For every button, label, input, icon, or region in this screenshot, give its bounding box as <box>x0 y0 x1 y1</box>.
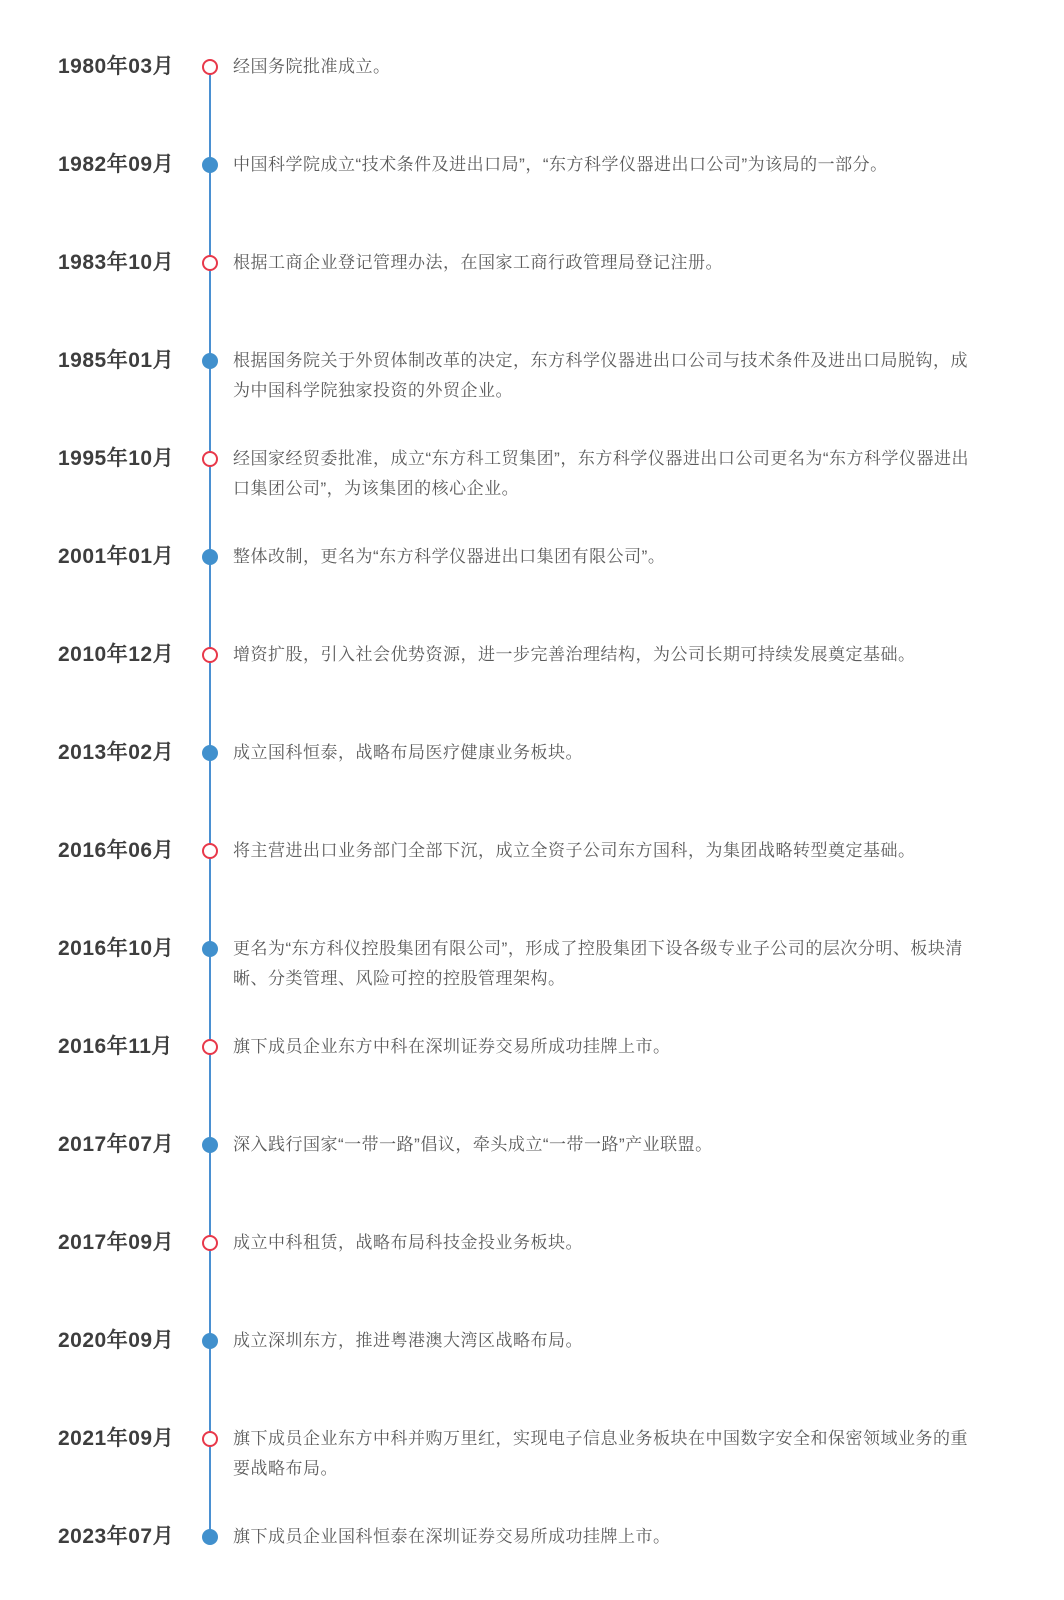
timeline-event-text: 成立深圳东方，推进粤港澳大湾区战略布局。 <box>233 1331 583 1350</box>
timeline-event-text: 增资扩股，引入社会优势资源，进一步完善治理结构，为公司长期可持续发展奠定基础。 <box>233 645 916 664</box>
timeline-marker-hollow-icon <box>202 255 218 271</box>
timeline-date-label: 1983年10月 <box>58 251 175 274</box>
timeline-marker-hollow-icon <box>202 1235 218 1251</box>
timeline-date-label: 2016年11月 <box>58 1035 173 1058</box>
timeline-event-text: 旗下成员企业国科恒泰在深圳证券交易所成功挂牌上市。 <box>233 1527 671 1546</box>
timeline-marker-solid-icon <box>202 353 218 369</box>
timeline-marker-solid-icon <box>202 549 218 565</box>
timeline-date-label: 2010年12月 <box>58 643 175 666</box>
timeline-event-text: 中国科学院成立“技术条件及进出口局”，“东方科学仪器进出口公司”为该局的一部分。 <box>233 155 888 174</box>
timeline-marker-hollow-icon <box>202 843 218 859</box>
timeline-event-text: 根据国务院关于外贸体制改革的决定，东方科学仪器进出口公司与技术条件及进出口局脱钩，成为中国科学院独家投资的外贸企业。 <box>233 351 968 400</box>
timeline-event-text: 整体改制，更名为“东方科学仪器进出口集团有限公司”。 <box>233 547 666 566</box>
timeline-date-label: 1995年10月 <box>58 447 175 470</box>
timeline-marker-solid-icon <box>202 745 218 761</box>
timeline-marker-hollow-icon <box>202 647 218 663</box>
timeline-event-text: 成立国科恒泰，战略布局医疗健康业务板块。 <box>233 743 583 762</box>
timeline-date-label: 2017年07月 <box>58 1133 175 1156</box>
timeline-event-text: 旗下成员企业东方中科并购万里红，实现电子信息业务板块在中国数字安全和保密领域业务的重要战略布局。 <box>233 1429 968 1478</box>
timeline-event-text: 经国务院批准成立。 <box>233 57 391 76</box>
timeline-date-label: 2016年06月 <box>58 839 175 862</box>
timeline-date-label: 2013年02月 <box>58 741 175 764</box>
timeline-event-text: 深入践行国家“一带一路”倡议，牵头成立“一带一路”产业联盟。 <box>233 1135 713 1154</box>
timeline-marker-solid-icon <box>202 941 218 957</box>
timeline-date-label: 2021年09月 <box>58 1427 175 1450</box>
timeline-marker-solid-icon <box>202 157 218 173</box>
timeline-marker-hollow-icon <box>202 451 218 467</box>
timeline-date-label: 2017年09月 <box>58 1231 175 1254</box>
timeline-date-label: 1982年09月 <box>58 153 175 176</box>
timeline-date-label: 2020年09月 <box>58 1329 175 1352</box>
timeline-axis-line <box>209 67 211 1537</box>
timeline-date-label: 1985年01月 <box>58 349 175 372</box>
timeline-event-text: 旗下成员企业东方中科在深圳证券交易所成功挂牌上市。 <box>233 1037 671 1056</box>
timeline-date-label: 2023年07月 <box>58 1525 175 1548</box>
timeline-marker-hollow-icon <box>202 1039 218 1055</box>
timeline-marker-hollow-icon <box>202 59 218 75</box>
timeline-date-label: 2016年10月 <box>58 937 175 960</box>
timeline-event-text: 成立中科租赁，战略布局科技金投业务板块。 <box>233 1233 583 1252</box>
timeline-event-text: 将主营进出口业务部门全部下沉，成立全资子公司东方国科，为集团战略转型奠定基础。 <box>233 841 916 860</box>
timeline-marker-solid-icon <box>202 1333 218 1349</box>
timeline-date-label: 1980年03月 <box>58 55 175 78</box>
timeline-event-text: 经国家经贸委批准，成立“东方科工贸集团”，东方科学仪器进出口公司更名为“东方科学仪器进出口集团公司”，为该集团的核心企业。 <box>233 449 969 498</box>
timeline-marker-solid-icon <box>202 1137 218 1153</box>
timeline-marker-solid-icon <box>202 1529 218 1545</box>
timeline-marker-hollow-icon <box>202 1431 218 1447</box>
timeline-event-text: 根据工商企业登记管理办法，在国家工商行政管理局登记注册。 <box>233 253 723 272</box>
timeline-event-text: 更名为“东方科仪控股集团有限公司”，形成了控股集团下设各级专业子公司的层次分明、板块清晰、分类管理、风险可控的控股管理架构。 <box>233 939 963 988</box>
timeline-date-label: 2001年01月 <box>58 545 175 568</box>
